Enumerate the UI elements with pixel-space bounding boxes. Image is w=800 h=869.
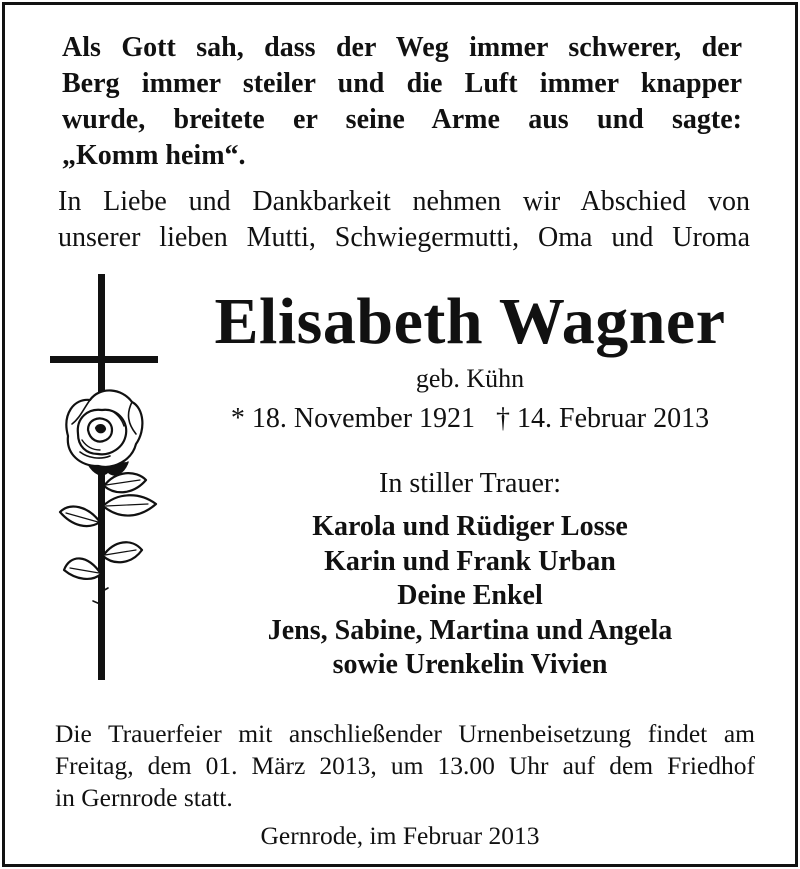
maiden-name: geb. Kühn xyxy=(415,364,525,393)
intro-line: unserer lieben Mutti, Schwiegermutti, Oma und Uroma xyxy=(58,222,750,253)
mourner-line: Jens, Sabine, Martina und Angela xyxy=(267,614,673,646)
ceremony-line: Freitag, dem 01. März 2013, um 13.00 Uhr auf dem Friedhof xyxy=(55,751,755,780)
birth-date: * 18. November 1921 xyxy=(230,403,476,434)
farewell-intro xyxy=(58,184,750,256)
ceremony-line: Die Trauerfeier mit anschließender Urnenbeisetzung findet am xyxy=(55,719,755,748)
mourner-line: Deine Enkel xyxy=(397,580,543,611)
quote-line: Berg immer steiler und die Luft immer knapper xyxy=(62,68,742,99)
place-and-date: Gernrode, im Februar 2013 xyxy=(260,821,540,850)
quote-line: wurde, breitete er seine Arme aus und sagte: xyxy=(62,104,742,135)
opening-quote xyxy=(62,30,742,174)
mourner-line: Karola und Rüdiger Losse xyxy=(312,511,628,542)
intro-line: In Liebe und Dankbarkeit nehmen wir Abschied von xyxy=(58,186,750,217)
mourner-line: sowie Urenkelin Vivien xyxy=(332,649,608,680)
quote-line: Als Gott sah, dass der Weg immer schwerer, der xyxy=(62,32,742,63)
life-dates xyxy=(180,400,760,438)
quote-line: „Komm heim“. xyxy=(62,140,246,171)
mourning-heading: In stiller Trauer: xyxy=(379,468,561,499)
rose-icon xyxy=(60,390,156,614)
cross-icon xyxy=(48,274,160,682)
mourner-line: Karin und Frank Urban xyxy=(324,545,616,577)
death-date: † 14. Februar 2013 xyxy=(496,403,710,434)
ceremony-line: in Gernrode statt. xyxy=(55,783,233,812)
mourners-list xyxy=(190,510,750,683)
ceremony-details xyxy=(55,718,755,814)
deceased-name: Elisabeth Wagner xyxy=(214,285,726,358)
